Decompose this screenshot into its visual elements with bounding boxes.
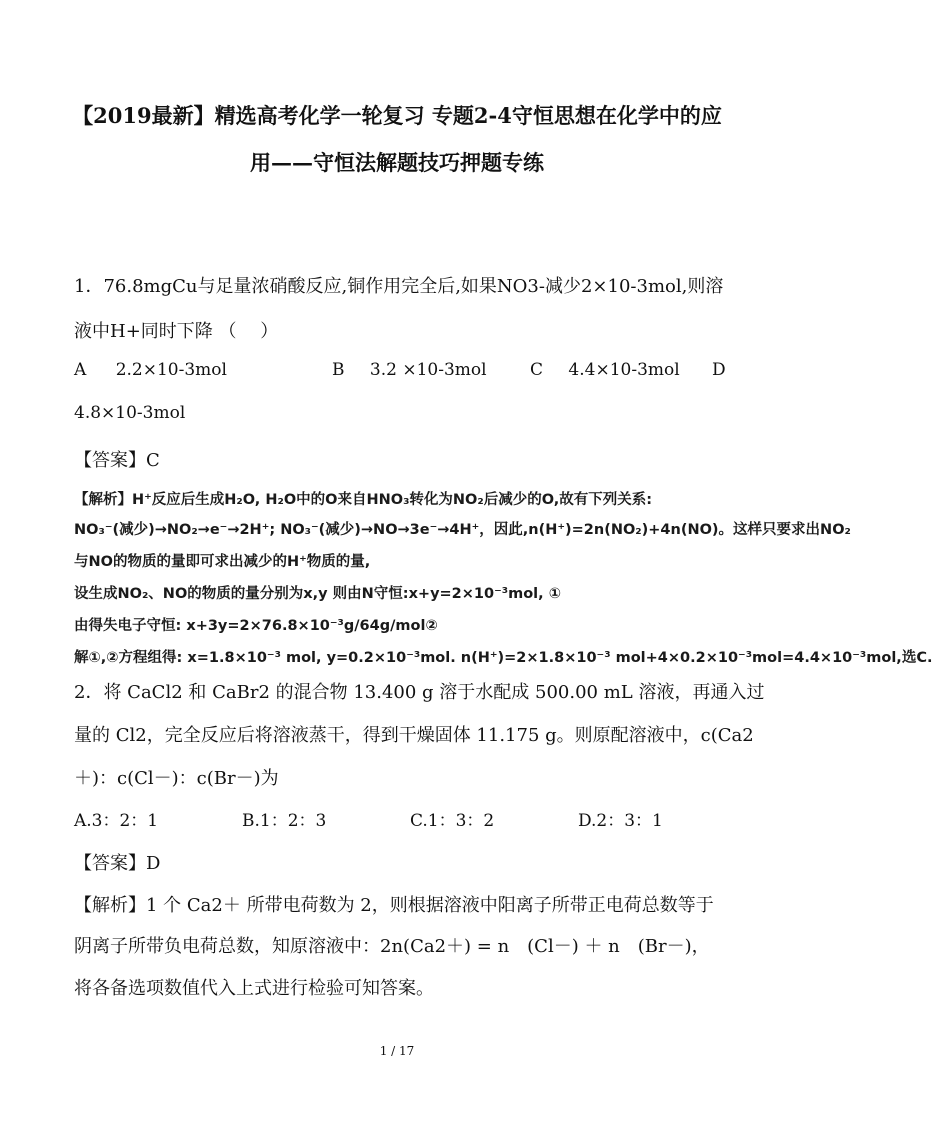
q2-stem-line-1: 2．将 CaCl2 和 CaBr2 的混合物 13.400 g 溶于水配成 500.00 mL 溶液，再通入过	[74, 682, 765, 703]
page-title-line-2: 用——守恒法解题技巧押题专练	[250, 150, 544, 175]
q2-option-d: D.2：3：1	[578, 811, 663, 831]
q1-explanation-line-4: 设生成NO₂、NO的物质的量分别为x,y 则由N守恒:x+y=2×10⁻³mol, ①	[74, 586, 561, 602]
q2-answer: 【答案】D	[74, 853, 161, 874]
q2-option-a: A.3：2：1	[74, 811, 159, 831]
q1-option-c	[530, 360, 680, 380]
q1-explanation-line-6: 解①,②方程组得: x=1.8×10⁻³ mol, y=0.2×10⁻³mol. n(H⁺)=2×1.8×10⁻³ mol+4×0.2×10⁻³mol=4.4×10⁻³mol,选C.	[74, 650, 932, 666]
q1-answer: 【答案】C	[74, 450, 160, 471]
q1-option-b	[332, 360, 487, 380]
q1-explanation-line-1: 【解析】H⁺反应后生成H₂O, H₂O中的O来自HNO₃转化为NO₂后减少的O,故有下列关系:	[74, 492, 653, 508]
q2-explanation-line-2: 阴离子所带负电荷总数，知原溶液中：2n(Ca2＋) = n (Cl－) ＋ n (Br－)，	[74, 936, 710, 957]
q1-option-d-letter: D	[712, 360, 726, 380]
q1-explanation-line-5: 由得失电子守恒: x+3y=2×76.8×10⁻³g/64g/mol②	[74, 618, 438, 634]
q1-option-a	[74, 360, 227, 380]
q1-explanation-line-2: NO₃⁻(减少)→NO₂→e⁻→2H⁺; NO₃⁻(减少)→NO→3e⁻→4H⁺，因此,n(H⁺)=2n(NO₂)+4n(NO)。这样只要求出NO₂	[74, 522, 851, 538]
q1-stem-line-1: 1．76.8mgCu与足量浓硝酸反应,铜作用完全后,如果NO3-减少2×10-3mol,则溶	[74, 276, 724, 297]
option-text: 2.2×10-3mol	[115, 360, 227, 380]
page-number: 1 / 17	[379, 1044, 415, 1058]
q2-option-c: C.1：3：2	[410, 811, 495, 831]
option-text: 4.4×10-3mol	[568, 360, 680, 380]
q2-stem-line-3: ＋)：c(Cl－)：c(Br－)为	[74, 768, 279, 789]
option-letter: A	[74, 360, 87, 380]
q1-option-d-text: 4.8×10-3mol	[74, 403, 186, 423]
q2-option-b: B.1：2：3	[242, 811, 327, 831]
q2-explanation-line-1: 【解析】1 个 Ca2＋ 所带电荷数为 2，则根据溶液中阳离子所带正电荷总数等于	[74, 895, 714, 916]
q1-stem-line-2: 液中H+同时下降 （ ）	[74, 321, 279, 342]
q2-explanation-line-3: 将各备选项数值代入上式进行检验可知答案。	[74, 978, 434, 999]
page-title-line-1: 【2019最新】精选高考化学一轮复习 专题2-4守恒思想在化学中的应	[72, 103, 722, 128]
option-text: 3.2 ×10-3mol	[369, 360, 487, 380]
q1-explanation-line-3: 与NO的物质的量即可求出减少的H⁺物质的量,	[74, 554, 371, 570]
option-letter: B	[332, 360, 345, 380]
q2-stem-line-2: 量的 Cl2，完全反应后将溶液蒸干，得到干燥固体 11.175 g。则原配溶液中，c(Ca2	[74, 725, 754, 746]
option-letter: C	[530, 360, 544, 380]
